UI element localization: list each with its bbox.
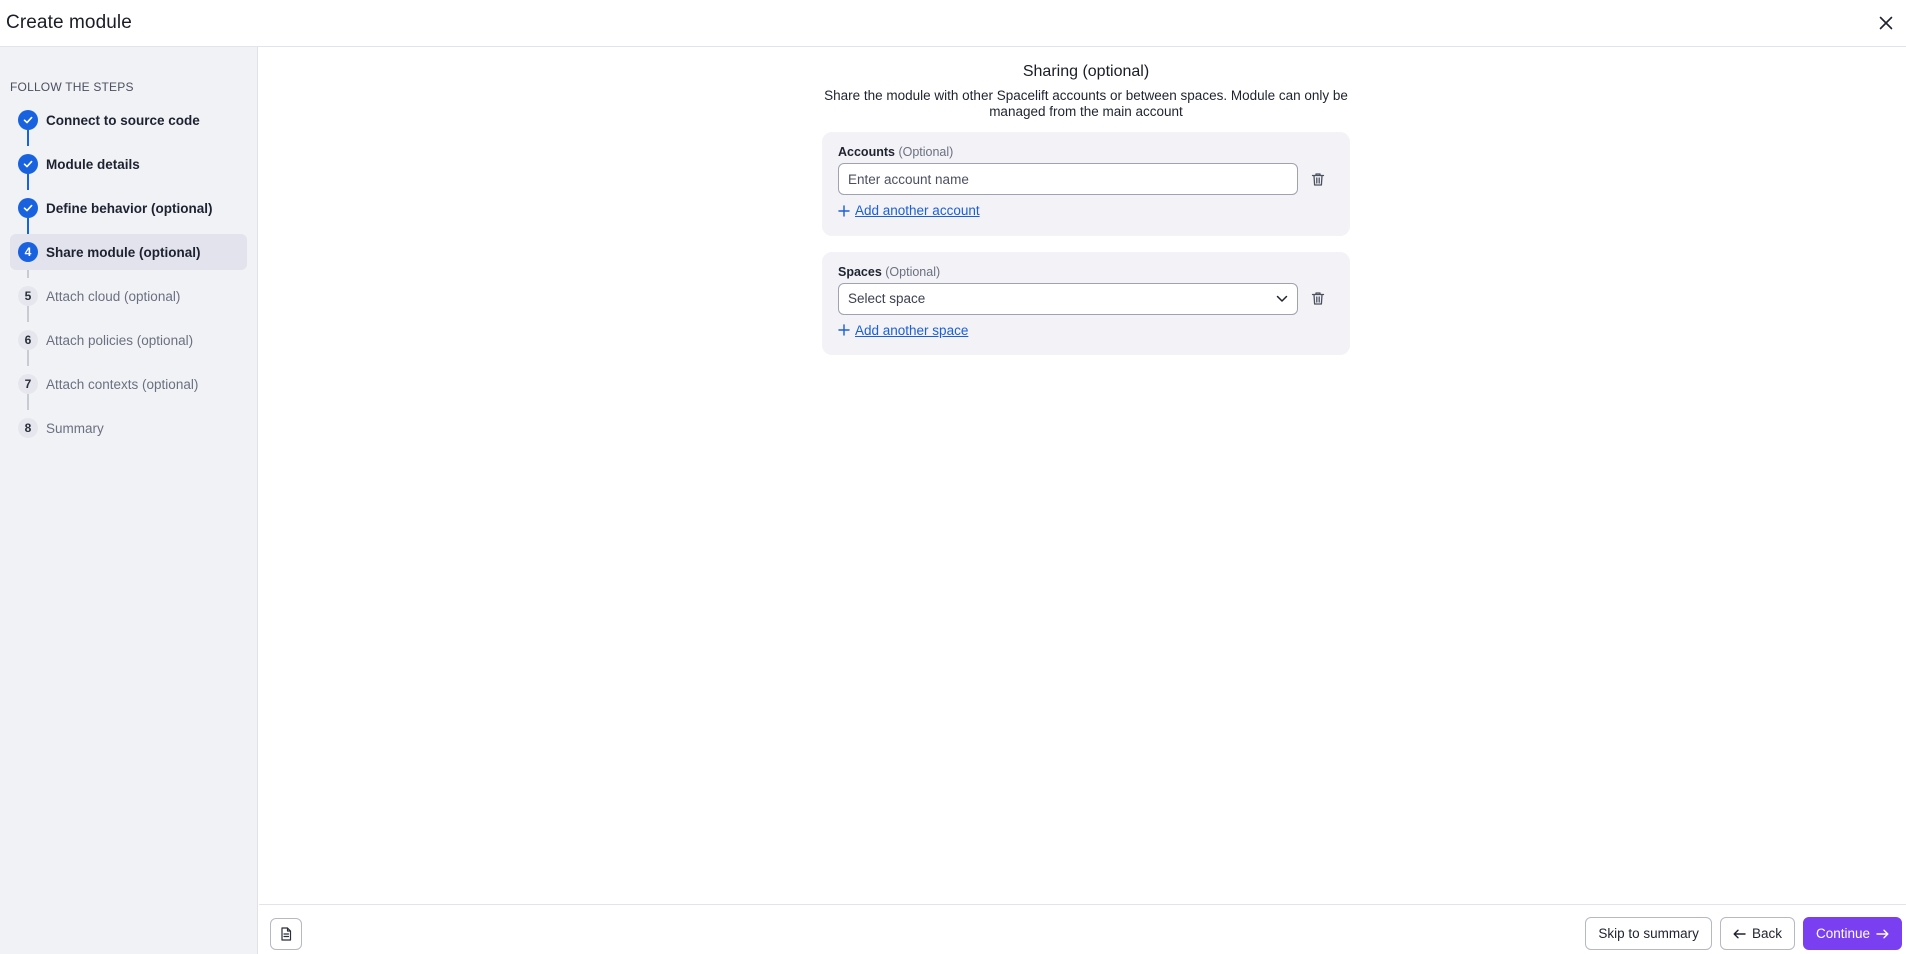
step-number: 7 — [18, 374, 38, 394]
documentation-button[interactable] — [270, 918, 302, 950]
arrow-right-icon — [1876, 929, 1889, 939]
step-connect-source[interactable] — [10, 102, 247, 138]
spaces-row — [838, 283, 1334, 315]
trash-icon — [1311, 172, 1325, 187]
step-attach-policies[interactable] — [10, 322, 247, 358]
step-module-details[interactable] — [10, 146, 247, 182]
step-number: 6 — [18, 330, 38, 350]
section-description: Share the module with other Spacelift accounts or between spaces. Module can only be managed from the main account — [824, 88, 1348, 119]
arrow-left-icon — [1733, 929, 1746, 939]
space-select[interactable] — [838, 283, 1298, 315]
optional-tag: (Optional) — [885, 264, 941, 279]
section-title: Sharing (optional) — [1022, 63, 1150, 80]
step-label: Attach contexts (optional) — [46, 376, 199, 392]
steps-sidebar — [0, 47, 258, 954]
continue-label: Continue — [1815, 926, 1870, 941]
sharing-form — [822, 47, 1350, 355]
steps-heading: FOLLOW THE STEPS — [10, 80, 134, 94]
back-label: Back — [1751, 926, 1782, 941]
step-attach-cloud[interactable] — [10, 278, 247, 314]
add-another-space-label: Add another space — [855, 322, 969, 338]
step-label: Define behavior (optional) — [46, 200, 213, 216]
page-header — [0, 0, 1906, 47]
step-label: Share module (optional) — [46, 244, 201, 260]
footer-actions — [1585, 917, 1902, 950]
step-label: Attach cloud (optional) — [46, 288, 181, 304]
optional-tag: (Optional) — [898, 145, 954, 159]
step-label: Connect to source code — [46, 112, 200, 128]
plus-icon — [838, 324, 850, 336]
main-content — [259, 47, 1906, 904]
step-define-behavior[interactable] — [10, 190, 247, 226]
accounts-label — [838, 145, 1334, 159]
footer-bar — [259, 904, 1906, 954]
steps-list — [10, 102, 247, 446]
plus-icon — [838, 205, 850, 217]
step-attach-contexts[interactable] — [10, 366, 247, 402]
space-select-value: Select space — [848, 291, 926, 306]
close-button[interactable] — [1874, 11, 1898, 35]
step-label: Summary — [46, 420, 104, 436]
chevron-down-icon — [1276, 295, 1288, 303]
spaces-label — [838, 265, 1334, 279]
page-title: Create module — [6, 12, 132, 33]
back-button[interactable] — [1720, 917, 1795, 950]
add-another-space-link[interactable] — [838, 323, 968, 338]
check-icon — [18, 110, 38, 130]
step-summary[interactable] — [10, 410, 247, 446]
step-share-module[interactable] — [10, 234, 247, 270]
document-icon — [280, 927, 292, 941]
spaces-card — [822, 252, 1350, 356]
accounts-card — [822, 132, 1350, 236]
delete-account-button[interactable] — [1302, 163, 1334, 195]
skip-to-summary-button[interactable] — [1585, 917, 1712, 950]
step-number: 8 — [18, 418, 38, 438]
step-label: Attach policies (optional) — [46, 332, 194, 348]
close-icon — [1879, 16, 1893, 30]
add-another-account-label: Add another account — [855, 203, 980, 218]
skip-to-summary-label: Skip to summary — [1598, 926, 1699, 941]
step-number: 4 — [18, 242, 38, 262]
spaces-label-text: Spaces — [838, 264, 882, 279]
step-label: Module details — [46, 156, 140, 172]
trash-icon — [1311, 291, 1325, 306]
continue-button[interactable] — [1803, 917, 1902, 950]
accounts-label-text: Accounts — [838, 145, 895, 159]
add-another-account-link[interactable] — [838, 203, 980, 218]
delete-space-button[interactable] — [1302, 283, 1334, 315]
step-number: 5 — [18, 286, 38, 306]
check-icon — [18, 198, 38, 218]
accounts-row — [838, 163, 1334, 195]
check-icon — [18, 154, 38, 174]
account-name-input[interactable] — [838, 163, 1298, 195]
